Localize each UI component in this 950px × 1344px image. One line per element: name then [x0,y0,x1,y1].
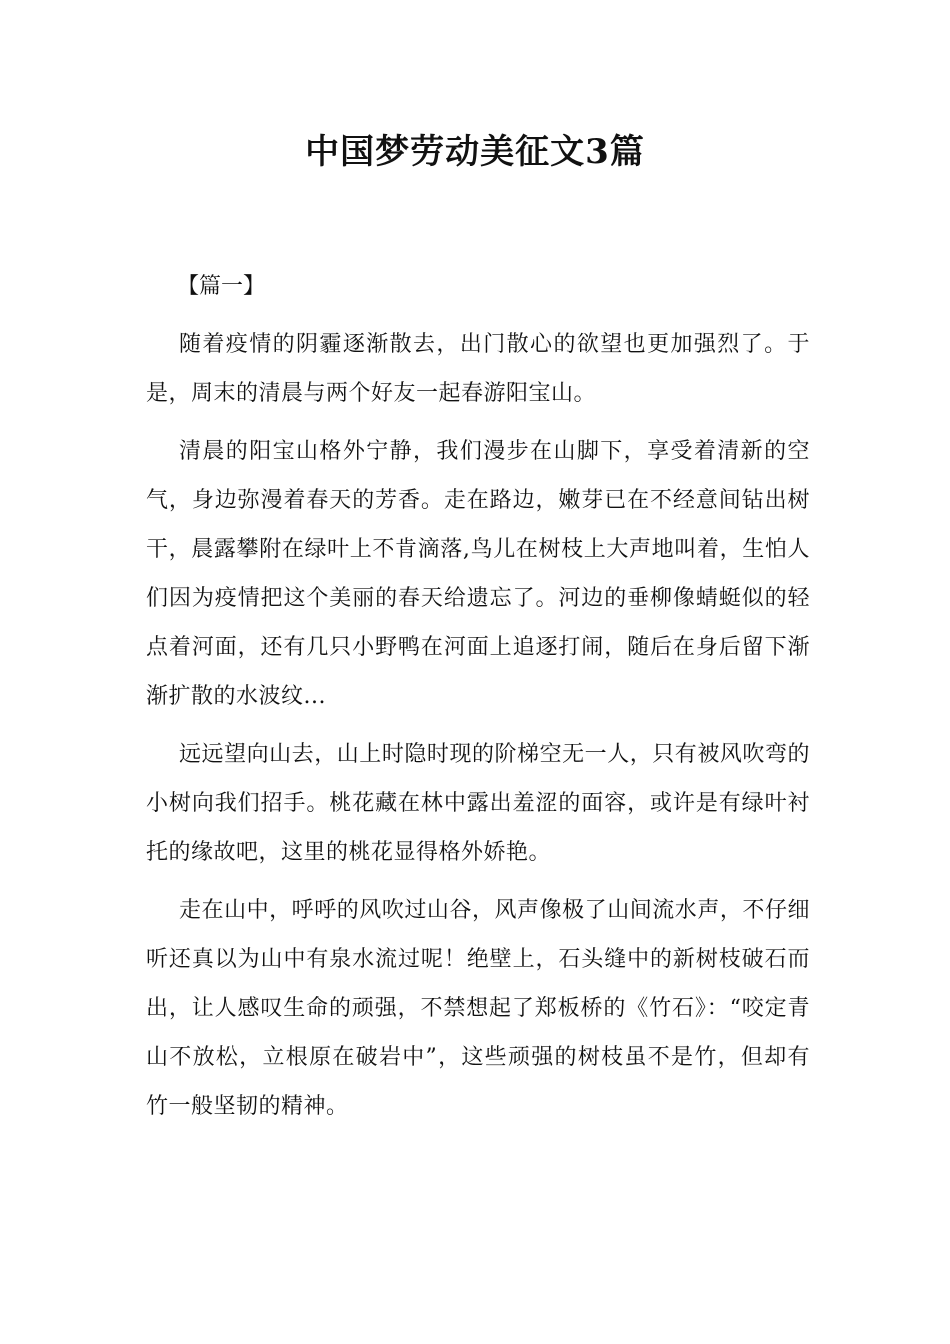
paragraph: 随着疫情的阴霾逐渐散去，出门散心的欲望也更加强烈了。于是，周末的清晨与两个好友一起春游阳宝山。 [146,332,810,406]
document-title: 中国梦劳动美征文3篇 [305,132,645,172]
paragraph: 清晨的阳宝山格外宁静，我们漫步在山脚下，享受着清新的空气，身边弥漫着春天的芳香。走在路边，嫩芽已在不经意间钻出树干，晨露攀附在绿叶上不肯滴落,鸟儿在树枝上大声地叫着，生怕人们因为疫情把这个美丽的春天给遗忘了。河边的垂柳像蜻蜓似的轻点着河面，还有几只小野鸭在河面上追逐打闹，随后在身后留下渐渐扩散的水波纹... [146,439,810,709]
paragraph: 远远望向山去，山上时隐时现的阶梯空无一人，只有被风吹弯的小树向我们招手。桃花藏在林中露出羞涩的面容，或许是有绿叶衬托的缘故吧，这里的桃花显得格外娇艳。 [146,742,810,865]
document-body [146,262,810,1140]
section-label: 【篇一】 [177,274,266,299]
paragraph: 走在山中，呼呼的风吹过山谷，风声像极了山间流水声，不仔细听还真以为山中有泉水流过呢！绝壁上，石头缝中的新树枝破石而出，让人感叹生命的顽强，不禁想起了郑板桥的《竹石》：“咬定青山不放松，立根原在破岩中”，这些顽强的树枝虽不是竹，但却有竹一般坚韧的精神。 [146,898,810,1119]
